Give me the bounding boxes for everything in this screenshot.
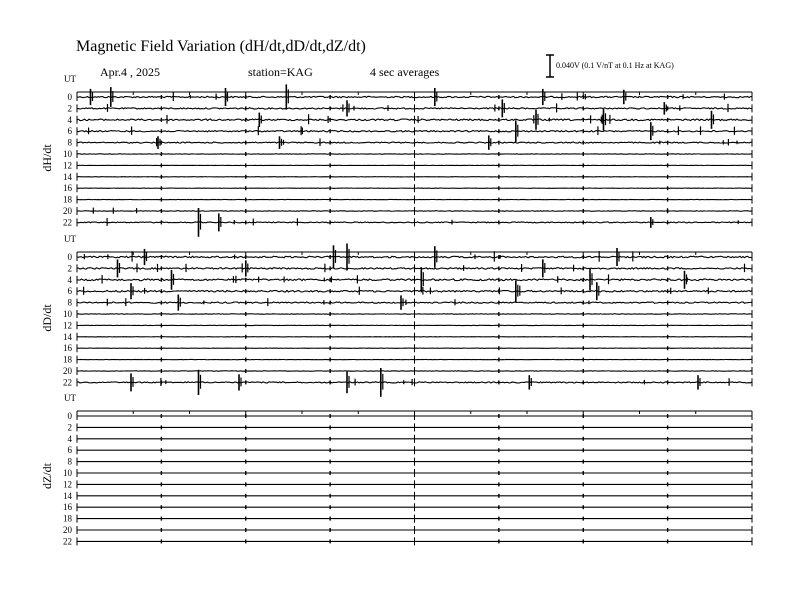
ut-axis-label: UT xyxy=(64,74,76,84)
component-label: dZ/dt xyxy=(40,463,54,489)
hour-tick-label: 20 xyxy=(63,525,72,535)
hour-tick-label: 14 xyxy=(63,331,72,342)
hour-tick-label: 20 xyxy=(63,366,72,376)
ut-axis-label: UT xyxy=(64,393,76,403)
ut-axis-label: UT xyxy=(64,234,76,244)
panel-1 xyxy=(40,74,752,237)
hour-tick-label: 16 xyxy=(63,343,72,354)
panel-2 xyxy=(40,234,752,397)
hour-tick-label: 12 xyxy=(63,479,72,490)
averaging-label: 4 sec averages xyxy=(370,65,440,79)
hour-tick-label: 6 xyxy=(67,286,72,297)
component-label: dD/dt xyxy=(40,304,54,332)
hour-tick-label: 6 xyxy=(67,445,72,456)
hour-tick-label: 0 xyxy=(67,92,72,102)
hour-tick-label: 12 xyxy=(63,320,72,331)
hour-tick-label: 14 xyxy=(63,490,72,501)
hour-tick-label: 22 xyxy=(63,377,72,388)
scale-label: 0.040V (0.1 V/nT at 0.1 Hz at KAG) xyxy=(556,61,674,70)
hour-tick-label: 4 xyxy=(67,274,72,285)
hour-tick-label: 18 xyxy=(63,513,72,524)
station-label: station=KAG xyxy=(248,65,313,79)
hour-tick-label: 2 xyxy=(67,103,72,114)
hour-tick-label: 22 xyxy=(63,536,72,547)
hour-tick-label: 2 xyxy=(67,422,72,433)
hour-tick-label: 4 xyxy=(67,114,72,125)
hour-tick-label: 8 xyxy=(67,137,72,148)
hour-tick-label: 18 xyxy=(63,194,72,205)
hour-tick-label: 8 xyxy=(67,456,72,467)
hour-tick-label: 12 xyxy=(63,160,72,171)
hour-tick-label: 20 xyxy=(63,206,72,216)
hour-tick-label: 14 xyxy=(63,171,72,182)
hour-tick-label: 6 xyxy=(67,126,72,137)
hour-tick-label: 10 xyxy=(63,309,72,319)
chart-title: Magnetic Field Variation (dH/dt,dD/dt,dZ/dt) xyxy=(76,38,366,55)
hour-tick-label: 4 xyxy=(67,433,72,444)
hour-tick-label: 0 xyxy=(67,411,72,421)
hour-tick-label: 18 xyxy=(63,354,72,365)
hour-tick-label: 22 xyxy=(63,217,72,228)
hour-tick-label: 16 xyxy=(63,183,72,194)
hour-tick-label: 2 xyxy=(67,263,72,274)
hour-tick-label: 10 xyxy=(63,149,72,159)
hour-tick-label: 10 xyxy=(63,468,72,478)
hour-tick-label: 16 xyxy=(63,502,72,513)
panel-3 xyxy=(40,393,752,546)
hour-tick-label: 8 xyxy=(67,297,72,308)
hour-tick-label: 0 xyxy=(67,252,72,262)
date-label: Apr.4 , 2025 xyxy=(100,65,160,79)
component-label: dH/dt xyxy=(40,144,54,172)
